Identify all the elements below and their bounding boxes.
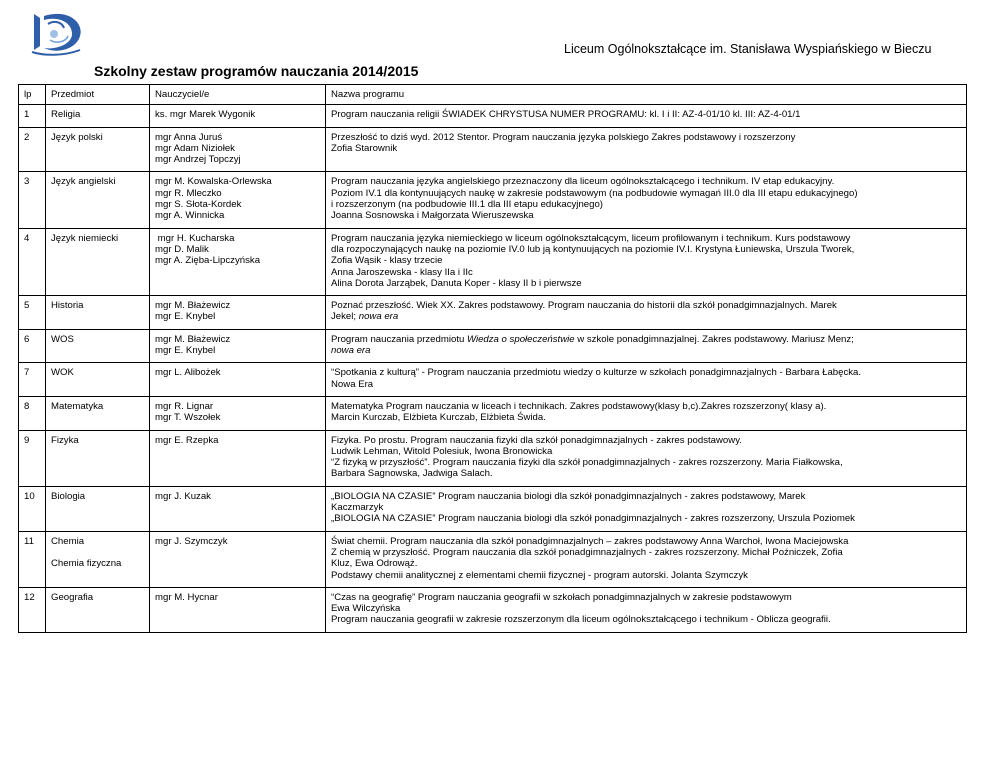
subject-cell: Geografia	[46, 587, 150, 632]
table-row	[19, 396, 967, 430]
subject-cell: Język angielski	[46, 172, 150, 228]
table-row	[19, 486, 967, 531]
program-cell: Program nauczania języka niemieckiego w liceum ogólnokształcącym, liceum profilowanym i technikum. Kurs podstawowy dla rozpoczynających naukę na poziomie IV.0 lub ją kontynuujących na poziomie IV.I. Krystyna Łuniewska, Urszula Tworek, Zofia Wąsik - klasy trzecie Anna Jaroszewska - klasy IIa i IIc Alina Dorota Jarząbek, Danuta Koper - klasy II b i pierwsze	[326, 228, 967, 295]
program-cell: Poznać przeszłość. Wiek XX. Zakres podstawowy. Program nauczania do historii dla szkół ponadgimnazjalnych. Marek Jekel; nowa era	[326, 296, 967, 330]
teachers-cell: ks. mgr Marek Wygonik	[150, 105, 326, 127]
table-row	[19, 172, 967, 228]
program-cell: Program nauczania przedmiotu Wiedza o społeczeństwie w szkole ponadgimnazjalnej. Zakres podstawowy. Mariusz Menz; nowa era	[326, 329, 967, 363]
row-number: 7	[19, 363, 46, 397]
program-cell: „BIOLOGIA NA CZASIE” Program nauczania biologi dla szkół ponadgimnazjalnych - zakres podstawowy, Marek Kaczmarzyk „BIOLOGIA NA CZASIE” Program nauczania biologi dla szkół ponadgimnazjalnych - zakres rozszerzony, Urszula Poziomek	[326, 486, 967, 531]
program-cell: Program nauczania języka angielskiego przeznaczony dla liceum ogólnokształcącego i technikum. IV etap edukacyjny. Poziom IV.1 dla kontynuujących naukę w zakresie podstawowym (na podbudowie wymagań III.0 dla III etapu edukacyjnego) i rozszerzonym (na podbudowie III.1 dla III etapu edukacyjnego) Joanna Sosnowska i Małgorzata Wieruszewska	[326, 172, 967, 228]
teachers-cell: mgr M. Hycnar	[150, 587, 326, 632]
row-number: 8	[19, 396, 46, 430]
program-cell: Przeszłość to dziś wyd. 2012 Stentor. Program nauczania języka polskiego Zakres podstawowy i rozszerzony Zofia Starownik	[326, 127, 967, 172]
column-header-teachers: Nauczyciel/e	[150, 85, 326, 105]
table-row	[19, 105, 967, 127]
subject-cell: Język polski	[46, 127, 150, 172]
programs-table	[18, 84, 967, 633]
teachers-cell: mgr R. Lignar mgr T. Wszołek	[150, 396, 326, 430]
program-cell: “Spotkania z kulturą” - Program nauczania przedmiotu wiedzy o kulturze w szkołach ponadgimnazjalnych - Barbara Łabęcka. Nowa Era	[326, 363, 967, 397]
teachers-cell: mgr J. Kuzak	[150, 486, 326, 531]
table-row	[19, 329, 967, 363]
row-number: 1	[19, 105, 46, 127]
table-row	[19, 363, 967, 397]
column-header-lp: lp	[19, 85, 46, 105]
school-name: Liceum Ogólnokształcące im. Stanisława Wyspiańskiego w Bieczu	[564, 42, 932, 56]
table-row	[19, 430, 967, 486]
teachers-cell: mgr J. Szymczyk	[150, 531, 326, 587]
row-number: 4	[19, 228, 46, 295]
table-row	[19, 587, 967, 632]
teachers-cell: mgr E. Rzepka	[150, 430, 326, 486]
subject-cell: WOS	[46, 329, 150, 363]
table-row	[19, 296, 967, 330]
program-cell: Program nauczania religii ŚWIADEK CHRYSTUSA NUMER PROGRAMU: kl. I i II: AZ-4-01/10 kl. III: AZ-4-01/1	[326, 105, 967, 127]
subject-cell: Biologia	[46, 486, 150, 531]
program-cell: Fizyka. Po prostu. Program nauczania fizyki dla szkół ponadgimnazjalnych - zakres podstawowy. Ludwik Lehman, Witold Polesiuk, Iwona Bronowicka “Z fizyką w przyszłość”. Program nauczania fizyki dla szkół ponadgimnazjalnych - zakres rozszerzony. Maria Fiałkowska, Barbara Sagnowska, Jadwiga Salach.	[326, 430, 967, 486]
program-cell: Matematyka Program nauczania w liceach i technikach. Zakres podstawowy(klasy b,c).Zakres rozszerzony( klasy a). Marcin Kurczab, Elżbieta Kurczab, Elżbieta Świda.	[326, 396, 967, 430]
table-row	[19, 228, 967, 295]
row-number: 3	[19, 172, 46, 228]
subject-cell: Język niemiecki	[46, 228, 150, 295]
subject-cell: Religia	[46, 105, 150, 127]
row-number: 5	[19, 296, 46, 330]
row-number: 12	[19, 587, 46, 632]
table-row	[19, 531, 967, 587]
row-number: 9	[19, 430, 46, 486]
teachers-cell: mgr M. Kowalska-Orlewska mgr R. Mleczko mgr S. Słota-Kordek mgr A. Winnicka	[150, 172, 326, 228]
column-header-program: Nazwa programu	[326, 85, 967, 105]
row-number: 11	[19, 531, 46, 587]
subject-cell: Historia	[46, 296, 150, 330]
row-number: 6	[19, 329, 46, 363]
row-number: 2	[19, 127, 46, 172]
subject-cell: Chemia Chemia fizyczna	[46, 531, 150, 587]
program-cell: “Czas na geografię” Program nauczania geografii w szkołach ponadgimnazjalnych w zakresie podstawowym Ewa Wilczyńska Program nauczania geografii w zakresie rozszerzonym dla liceum ogólnokształcącego i technikum - Oblicza geografii.	[326, 587, 967, 632]
table-header-row	[19, 85, 967, 105]
teachers-cell: mgr M. Błażewicz mgr E. Knybel	[150, 329, 326, 363]
row-number: 10	[19, 486, 46, 531]
table-row	[19, 127, 967, 172]
subject-cell: Matematyka	[46, 396, 150, 430]
teachers-cell: mgr L. Alibożek	[150, 363, 326, 397]
teachers-cell: mgr H. Kucharska mgr D. Malik mgr A. Zięba-Lipczyńska	[150, 228, 326, 295]
subject-cell: Fizyka	[46, 430, 150, 486]
school-logo	[30, 10, 86, 56]
document-title: Szkolny zestaw programów nauczania 2014/2015	[94, 63, 419, 79]
teachers-cell: mgr Anna Juruś mgr Adam Niziołek mgr Andrzej Topczyj	[150, 127, 326, 172]
column-header-subject: Przedmiot	[46, 85, 150, 105]
teachers-cell: mgr M. Błażewicz mgr E. Knybel	[150, 296, 326, 330]
program-cell: Świat chemii. Program nauczania dla szkół ponadgimnazjalnych – zakres podstawowy Anna Warchoł, Iwona Maciejowska Z chemią w przyszłość. Program nauczania dla szkół ponadgimnazjalnych - zakres rozszerzony. Michał Poźniczek, Zofia Kluz, Ewa Odrowąż. Podstawy chemii analitycznej z elementami chemii fizycznej - program autorski. Jolanta Szymczyk	[326, 531, 967, 587]
subject-cell: WOK	[46, 363, 150, 397]
